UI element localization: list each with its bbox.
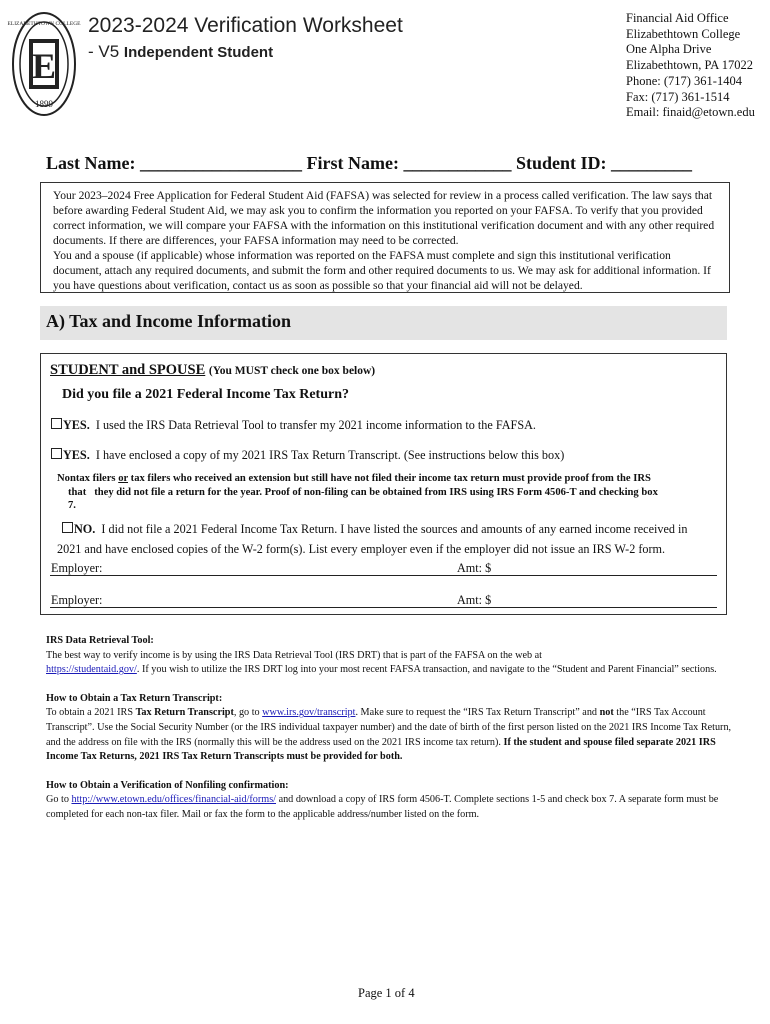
nontax-note-line: Nontax filers or tax filers who received an extension but still have not filed their income tax return must provide proof from the IRS: [57, 473, 651, 484]
svg-text:ELIZABETHTOWN COLLEGE: ELIZABETHTOWN COLLEGE: [7, 21, 81, 27]
college-seal-logo: [7, 12, 81, 116]
intro-box: [40, 182, 730, 293]
employer-label: Employer:: [51, 593, 103, 607]
checkbox[interactable]: [62, 522, 73, 533]
address-line: Financial Aid Office: [626, 11, 729, 25]
checkbox[interactable]: [51, 448, 62, 459]
employer-line-1[interactable]: [50, 575, 717, 576]
nonfiling-text: Go to http://www.etown.edu/offices/financial-aid/forms/ and download a copy of IRS form 4506-T. Complete sections 1-5 and check box 7. A separate form must be completed for each non-tax filer. Mail or fax the form to the applicable address/number listed on the form.: [46, 794, 719, 820]
employer-label: Employer:: [51, 561, 103, 575]
address-line: Phone: (717) 361-1404: [626, 73, 742, 88]
drt-text: The best way to verify income is by using the IRS Data Retrieval Tool (IRS DRT) that is part of the FAFSA on the web at https://studentaid.gov/. If you wish to utilize the IRS DRT log into your most recent FAFSA transaction, and navigate to the “Student and Parent Financial” sections.: [46, 649, 717, 676]
amount-label: Amt: $: [457, 593, 492, 607]
irs-transcript-link[interactable]: www.irs.gov/transcript: [262, 707, 356, 719]
address-line: Elizabethtown College: [626, 26, 741, 41]
employer-line-2[interactable]: [50, 607, 717, 608]
studentaid-link[interactable]: https://studentaid.gov/: [46, 664, 137, 676]
intro-paragraph: You and a spouse (if applicable) whose information was reported on the FAFSA must complete and sign this institutional verification document, attach any required documents, and submit the form and other required documents to us. We may ask for additional information. If you have questions about verification, contact us as soon as possible so that your financial aid will not be delayed.: [53, 249, 711, 292]
student-spouse-heading: STUDENT and SPOUSE (You MUST check one box below): [50, 362, 376, 378]
drt-heading: IRS Data Retrieval Tool:: [46, 635, 154, 646]
svg-text:1899: 1899: [35, 99, 53, 109]
address-line: Elizabethtown, PA 17022: [626, 58, 753, 73]
instructions: [46, 634, 734, 823]
svg-text:E: E: [31, 46, 57, 86]
student-name-id-fields[interactable]: Last Name: __________________ First Name: ____________ Student ID: _________: [46, 153, 692, 173]
amount-label: Amt: $: [457, 561, 492, 575]
worksheet-subtitle: - V5 Independent Student: [88, 42, 274, 61]
option-yes-transcript[interactable]: YES. I have enclosed a copy of my 2021 IRS Tax Return Transcript. (See instructions below this box): [51, 448, 564, 463]
intro-paragraph: Your 2023–2024 Free Application for Federal Student Aid (FAFSA) was selected for review in a process called verification. The law says that before awarding Federal Student Aid, we may ask you to confirm the information you reported on your FAFSA. To verify that you provided correct information, we will compare your FAFSA with the information on this institutional verification document and with any other required documents. If there are differences, your FAFSA information may need to be corrected.: [53, 189, 715, 247]
office-address: [626, 11, 755, 121]
etown-forms-link[interactable]: http://www.etown.edu/offices/financial-aid/forms/: [71, 794, 277, 806]
transcript-text: To obtain a 2021 IRS Tax Return Transcript, go to www.irs.gov/transcript. Make sure to request the “IRS Tax Return Transcript” and not the “IRS Tax Account Transcript”. Use the Social Security Number (or the IRS individual taxpayer number) and the date of birth of the first person listed on the 2021 IRS Income Tax Return, and the address on file with the IRS (normally this will be the address used on the 2021 IRS income tax return). If the student and spouse filed separate 2021 IRS Income Tax Returns, 2021 IRS Tax Return Transcripts must be provided for both.: [46, 707, 732, 763]
page-number: Page 1 of 4: [358, 986, 415, 1000]
transcript-heading: How to Obtain a Tax Return Transcript:: [46, 692, 223, 704]
option-yes-drt[interactable]: YES. I used the IRS Data Retrieval Tool to transfer my 2021 income information to the FAFSA.: [51, 418, 536, 433]
email-line: Email: finaid@etown.edu: [626, 105, 755, 120]
option-no-continued: 2021 and have enclosed copies of the W-2 form(s). List every employer even if the employer did not issue an IRS W-2 form.: [57, 542, 666, 556]
worksheet-title: 2023-2024 Verification Worksheet: [88, 14, 403, 37]
nonfiling-heading: How to Obtain a Verification of Nonfiling confirmation:: [46, 779, 289, 791]
nontax-note-line: that they did not file a return for the year. Proof of non-filing can be obtained from IRS using IRS Form 4506-T and checking box: [68, 487, 658, 498]
nontax-note-line: 7.: [68, 500, 76, 511]
option-no[interactable]: NO. I did not file a 2021 Federal Income Tax Return. I have listed the sources and amounts of any earned income received in: [62, 522, 688, 537]
address-line: Fax: (717) 361-1514: [626, 89, 730, 104]
checkbox[interactable]: [51, 418, 62, 429]
address-line: One Alpha Drive: [626, 42, 712, 57]
section-a-heading: A) Tax and Income Information: [40, 306, 727, 340]
tax-return-question: Did you file a 2021 Federal Income Tax Return?: [62, 387, 349, 402]
